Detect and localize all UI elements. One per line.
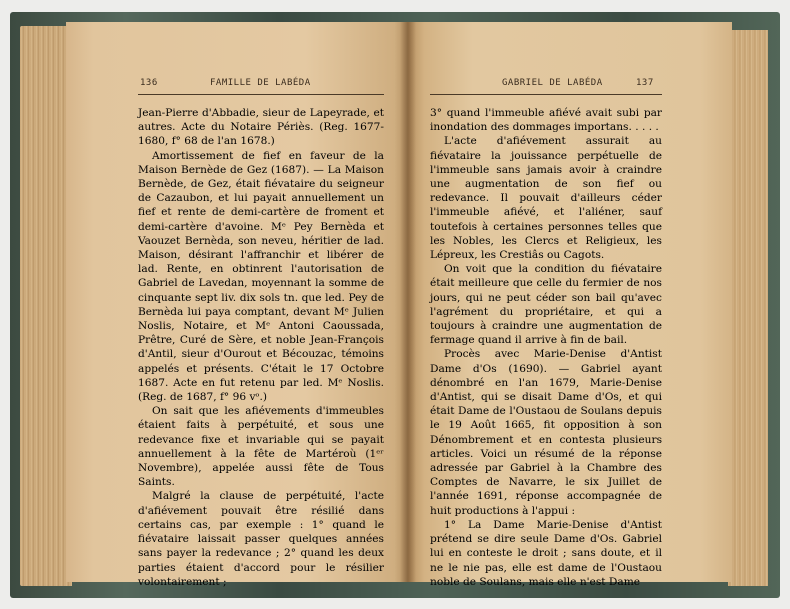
left-page-edges [20,26,72,586]
left-paragraph-2: Amortissement de fief en faveur de la Maison Bernède de Gez (1687). — La Maison Bernède, de Gez, était fiévataire du seigneur de Cazaubon, et lui payait annuellement un fief et rente de demi-cartère de froment et demi-cartère d'avoine. Mᵉ Pey Bernèda et Vaouzet Bernèda, son neveu, héritier de lad. Maison, désirant l'affranchir et libérer de lad. Rente, en obtinrent l'autorisation de Gabriel de Lavedan, moyennant la somme de cinquante sept liv. dix sols tn. que led. Pey de Bernèda lui paya comptant, devant Mᵉ Julien Noslis, Notaire, et Mᵉ Antoni Caoussada, Prêtre, Curé de Sère, et noble Jean-François d'Antil, sieur d'Ourout et Bécouzac, témoins appelés et présents. C'était le 17 Octobre 1687. Acte en fut retenu par led. Mᵉ Noslis. (Reg. de 1687, f° 96 vᵒ.) [138,149,384,404]
left-paragraph-3: On sait que les afiévements d'immeubles étaient faits à perpétuité, et sous une redevance fixe et invariable qui se payait annuellement à la fête de Martéroù (1ᵉʳ Novembre), appelée aussi fête de Tous Saints. [138,405,384,489]
right-running-head: GABRIEL DE LABÉDA [502,78,603,88]
open-book [10,8,780,600]
book-gutter [400,22,416,582]
right-page-text [430,106,662,589]
right-paragraph-4: Procès avec Marie-Denise d'Antist Dame d'Os (1690). — Gabriel ayant dénombré en l'an 1679, Marie-Denise d'Antist, qui se disait Dame d'Os, et qui était Dame de l'Oustaou de Soulans depuis le 19 Août 1665, fit opposition à son Dénombrement et en contesta plusieurs articles. Voici un résumé de la réponse adressée par Gabriel à la Chambre des Comptes de Navarre, le six Juillet de l'année 1691, réponse accompagnée de huit productions à l'appui : [430,348,662,517]
right-header-rule [430,94,662,95]
left-page-number: 136 [140,78,158,88]
left-paragraph-1: Jean-Pierre d'Abbadie, sieur de Lapeyrade, et autres. Acte du Notaire Périès. (Reg. 1677-1680, f° 68 de l'an 1678.) [138,107,384,148]
left-header-rule [138,94,384,95]
left-paragraph-4: Malgré la clause de perpétuité, l'acte d'afiévement pouvait être résilié dans certains cas, par exemple : 1° quand le fiévataire laissait passer quelques années sans payer la redevance ; 2° quand les deux parties étaient d'accord pour le résilier volontairement ; [138,490,384,588]
right-page-number: 137 [636,78,654,88]
right-paragraph-5: 1° La Dame Marie-Denise d'Antist prétend se dire seule Dame d'Os. Gabriel lui en conteste le droit ; sans doute, et il ne le nie pas, elle est dame de l'Oustaou noble de Soulans, mais elle n'est Dame [430,518,662,588]
left-running-head: FAMILLE DE LABÉDA [210,78,311,88]
right-paragraph-2: L'acte d'afiévement assurait au fiévataire la jouissance perpétuelle de l'immeuble sans jamais avoir à craindre une augmentation de son fief ou redevance. Il pouvait d'ailleurs céder l'immeuble afiévé, et l'aliéner, sauf toutefois à certaines personnes telles que les Nobles, les Clercs et Religieux, les Lépreux, les Crestiâs ou Cagots. [430,135,662,262]
right-page-edges [728,30,768,586]
left-page-text [138,106,384,589]
right-paragraph-3: On voit que la condition du fiévataire était meilleure que celle du fermier de nos jours, qui ne peut céder son bail qu'avec l'agrément du propriétaire, et qui a toujours à craindre une augmentation de fermage quand il arrive à fin de bail. [430,263,662,347]
right-paragraph-1: 3° quand l'immeuble afiévé avait subi par inondation des dommages importans. . . . . [430,107,662,134]
